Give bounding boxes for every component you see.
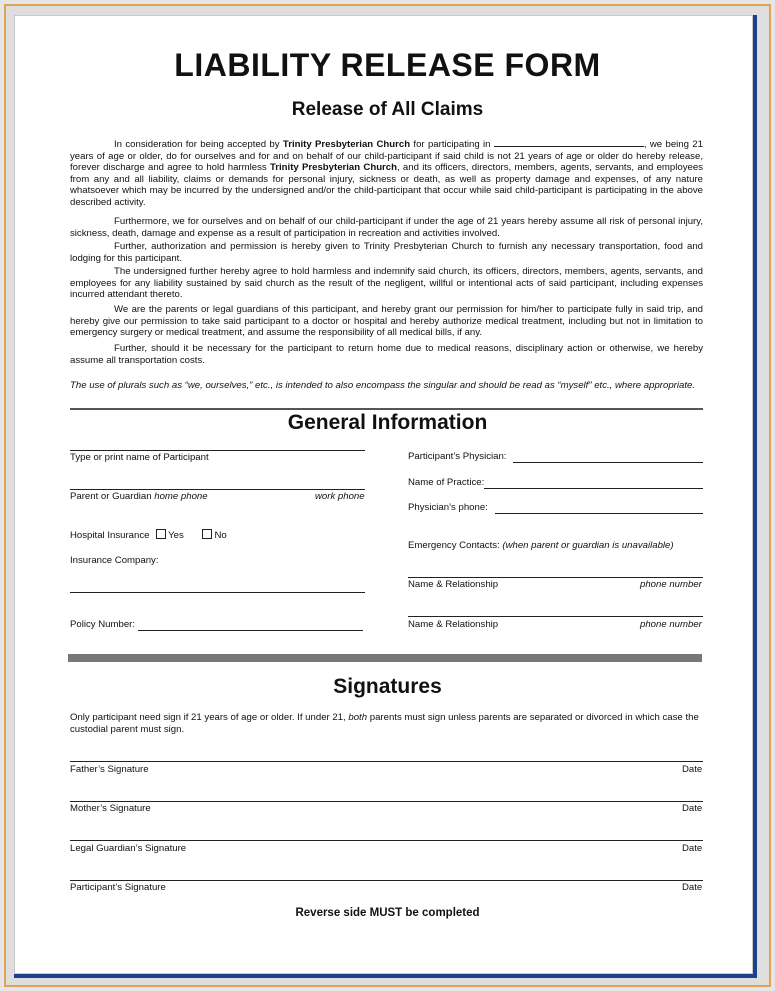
- intro-rest: , and its officers, directors, members, agents, servants, and employees from any and all liability, claims or demands for personal injury, sickness or death, as well as property damage and expenses, of any nature whatsoever which may be incurred by the undersigned and/or the child-participant that occur while said child-participant is participating in the above described activity.: [70, 162, 703, 208]
- father-signature-line[interactable]: [70, 761, 703, 762]
- signatures-note: [70, 712, 703, 735]
- work-phone-label: work phone: [315, 491, 365, 502]
- participant-signature-label: Participant’s Signature: [70, 882, 166, 893]
- physician-phone-label: Physician’s phone:: [408, 502, 488, 513]
- guardian-text: Parent or Guardian: [70, 491, 152, 502]
- note-prefix: Only participant need sign if 21 years of age or older. If under 21,: [70, 712, 349, 723]
- guardian-signature-line[interactable]: [70, 840, 703, 841]
- physician-line[interactable]: [513, 462, 703, 463]
- general-info-heading: General Information: [287, 411, 488, 434]
- guardian-line[interactable]: [70, 489, 365, 490]
- emergency-name-2-label: Name & Relationship: [408, 619, 499, 630]
- participant-signature-line[interactable]: [70, 880, 703, 881]
- insurance-yes-label: Yes: [168, 530, 184, 541]
- participant-name-label: Type or print name of Participant: [70, 452, 209, 463]
- emergency-phone-2-label: phone number: [640, 619, 702, 630]
- hospital-insurance-label: Hospital Insurance: [70, 530, 150, 541]
- guardian-signature-label: Legal Guardian’s Signature: [70, 843, 187, 854]
- intro-prefix: In consideration for being accepted by: [114, 139, 283, 150]
- father-signature-label: Father’s Signature: [70, 764, 149, 775]
- mother-signature-label: Mother’s Signature: [70, 803, 151, 814]
- form-subtitle: Release of All Claims: [291, 99, 484, 120]
- guardian-date-label: Date: [682, 843, 703, 854]
- indemnify-paragraph: The undersigned further hereby agree to hold harmless and indemnify said church, its officers, directors, members, agents, servants, and employees for any liability sustained by said church as the result of the negligent, willful or intentional acts of said participant, including expenses incurred attendant thereto.: [70, 266, 703, 301]
- signatures-heading: Signatures: [333, 675, 442, 698]
- father-date-label: Date: [682, 764, 703, 775]
- emergency-contacts-label: Emergency Contacts:: [408, 540, 500, 551]
- mother-signature-line[interactable]: [70, 801, 703, 802]
- emergency-contact-2-line[interactable]: [408, 616, 703, 617]
- hospital-insurance-row: [70, 529, 227, 542]
- note-both: both: [348, 712, 368, 723]
- emergency-phone-1-label: phone number: [640, 579, 702, 590]
- insurance-yes-checkbox[interactable]: [156, 529, 166, 539]
- guardian-label: [70, 491, 208, 503]
- practice-line[interactable]: [484, 488, 703, 489]
- furthermore-paragraph: Furthermore, we for ourselves and on behalf of our child-participant if under the age of 21 years hereby assume all risk of personal injury, sickness, death, damage and expense as a result of participation in recreation and activities involved.: [70, 216, 703, 239]
- insurance-no-label: No: [214, 530, 227, 541]
- insurance-company-label: Insurance Company:: [70, 555, 159, 566]
- emergency-contact-1-line[interactable]: [408, 577, 703, 578]
- emergency-contacts-row: [408, 540, 674, 552]
- note-suffix: parents must sign unless parents are separated or divorced in which case the custodial parent must sign.: [70, 712, 699, 735]
- policy-number-label: Policy Number:: [70, 619, 136, 630]
- reverse-side-note: Reverse side MUST be completed: [295, 907, 480, 919]
- physician-phone-line[interactable]: [495, 513, 703, 514]
- mother-date-label: Date: [682, 803, 703, 814]
- church-name: Trinity Presbyterian Church: [282, 139, 411, 150]
- authorization-paragraph: Further, authorization and permission is hereby given to Trinity Presbyterian Church to furnish any necessary transportation, food and lodging for this participant.: [70, 241, 703, 264]
- plurals-note: The use of plurals such as “we, ourselves,” etc., is intended to also encompass the singular and should be read as “myself” etc., where appropriate.: [70, 380, 695, 391]
- activity-blank[interactable]: [494, 146, 644, 147]
- section-divider-thick: [68, 654, 702, 662]
- practice-label: Name of Practice:: [408, 477, 485, 488]
- parents-paragraph: We are the parents or legal guardians of this participant, and hereby grant our permission for him/her to participate fully in said trip, and hereby give our permission to take said participant to a doctor or hospital and hereby authorize medical treatment, including but not in limitation to emergency surgery or medical treatment, and assume the responsibility of all medical bills, if any.: [70, 304, 703, 339]
- insurance-company-line[interactable]: [70, 592, 365, 593]
- emergency-note: (when parent or guardian is unavailable): [502, 540, 674, 551]
- church-name-2: Trinity Presbyterian Church: [269, 162, 397, 174]
- intro-mid2: , we being 21 years of age or older, do for ourselves and for and on behalf of our child-participant if said child is not 21 years of age or older do hereby release, forever discharge and agree to hold harmless: [70, 139, 703, 174]
- return-paragraph: Further, should it be necessary for the participant to return home due to medical reasons, disciplinary action or otherwise, we hereby assume all transportation costs.: [70, 343, 703, 366]
- section-divider: [70, 408, 703, 410]
- insurance-no-checkbox[interactable]: [202, 529, 212, 539]
- physician-label: Participant’s Physician:: [408, 451, 507, 462]
- participant-name-line[interactable]: [70, 450, 365, 451]
- policy-number-line[interactable]: [138, 630, 363, 631]
- emergency-name-1-label: Name & Relationship: [408, 579, 499, 590]
- home-phone-label: home phone: [154, 491, 208, 502]
- intro-paragraph: [70, 139, 703, 209]
- form-title: LIABILITY RELEASE FORM: [174, 47, 601, 83]
- participant-date-label: Date: [682, 882, 703, 893]
- intro-mid: for participating in: [410, 139, 494, 150]
